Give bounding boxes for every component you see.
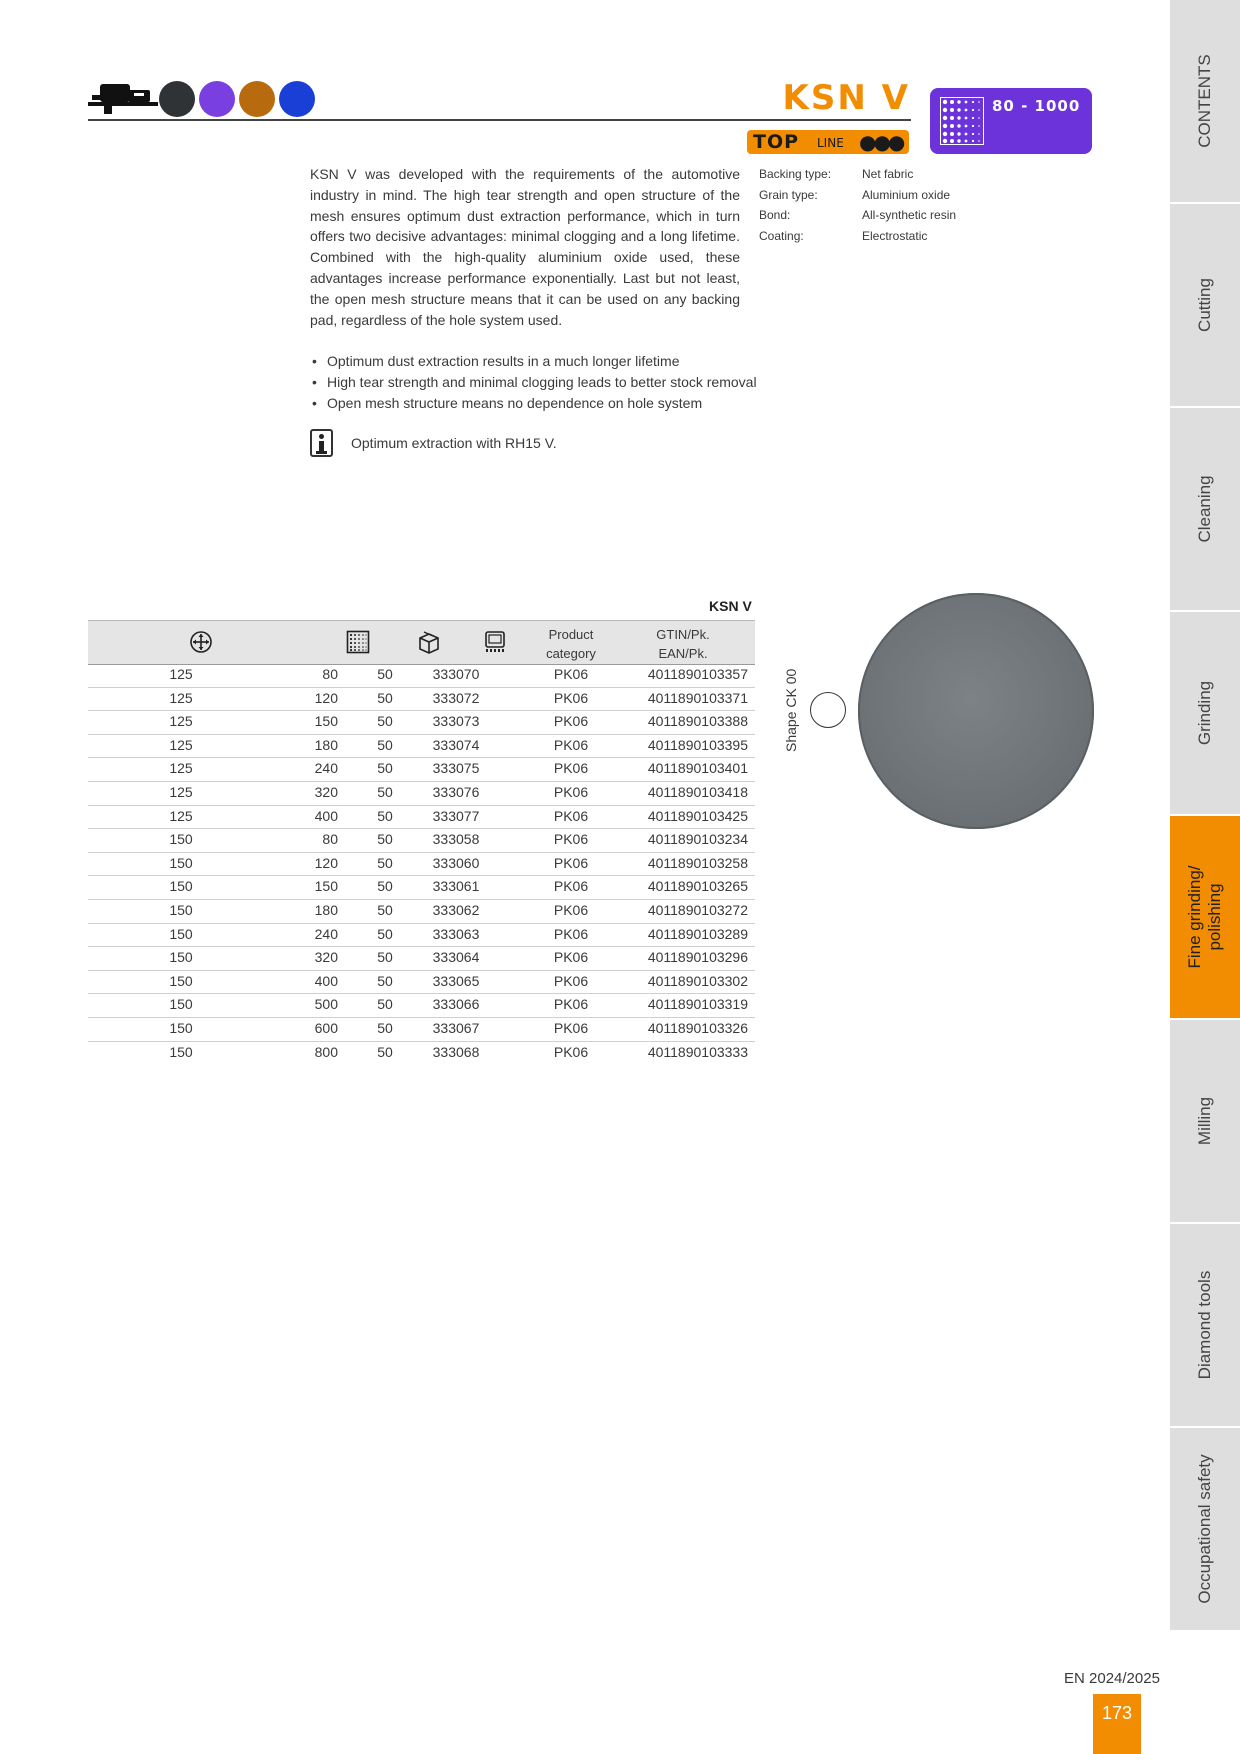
- cell-diameter: 150: [169, 901, 193, 918]
- cell-diameter: 150: [169, 831, 193, 848]
- cell-diameter: 150: [169, 878, 193, 895]
- header-divider: [88, 119, 911, 121]
- cell-gtin: 4011890103265: [647, 878, 748, 895]
- cell-pack-qty: 50: [377, 713, 393, 730]
- cell-pack-qty: 50: [377, 760, 393, 777]
- product-disc-image: [858, 593, 1094, 829]
- table-row: [88, 664, 755, 688]
- tab-cleaning[interactable]: [1170, 408, 1240, 612]
- cell-diameter: 125: [169, 736, 193, 753]
- spec-coating: [759, 229, 928, 243]
- cell-article-no: 333065: [432, 972, 480, 989]
- cell-grit: 80: [322, 831, 338, 848]
- product-title: KSN V: [782, 78, 910, 118]
- tab-label: Fine grinding/ polishing: [1185, 865, 1224, 969]
- shape-circle-icon: [810, 692, 846, 728]
- cell-diameter: 150: [169, 949, 193, 966]
- cell-pack-qty: 50: [377, 1019, 393, 1036]
- cell-grit: 320: [314, 783, 338, 800]
- cell-diameter: 150: [169, 854, 193, 871]
- cell-product-category: PK06: [553, 878, 589, 895]
- table-row: [88, 1042, 755, 1065]
- application-color-dot: [199, 81, 235, 117]
- cell-grit: 180: [314, 901, 338, 918]
- cell-gtin: 4011890103302: [647, 972, 748, 989]
- tab-label: Milling: [1195, 1096, 1214, 1146]
- cell-article-no: 333068: [432, 1043, 480, 1060]
- cell-diameter: 150: [169, 972, 193, 989]
- article-number-icon: [483, 630, 507, 654]
- cell-product-category: PK06: [553, 713, 589, 730]
- spec-bond: [759, 208, 957, 222]
- table-row: [88, 924, 755, 948]
- cell-product-category: PK06: [553, 807, 589, 824]
- cell-pack-qty: 50: [377, 1043, 393, 1060]
- cell-grit: 150: [314, 878, 338, 895]
- spec-label: Bond:: [759, 208, 791, 222]
- cell-product-category: PK06: [553, 972, 589, 989]
- tab-label: Diamond tools: [1195, 1270, 1214, 1380]
- col-gtin-ean: [618, 625, 748, 663]
- edition-label: EN 2024/2025: [1064, 1670, 1160, 1687]
- table-header: [88, 620, 755, 665]
- spec-value: Aluminium oxide: [862, 188, 951, 202]
- cell-gtin: 4011890103234: [647, 831, 748, 848]
- col-product-category: Product category: [546, 627, 596, 661]
- table-row: [88, 758, 755, 782]
- tab-cutting[interactable]: [1170, 204, 1240, 408]
- cell-pack-qty: 50: [377, 831, 393, 848]
- cell-article-no: 333074: [432, 736, 480, 753]
- cell-grit: 150: [314, 713, 338, 730]
- cell-gtin: 4011890103272: [647, 901, 748, 918]
- table-row: [88, 829, 755, 853]
- cell-gtin: 4011890103258: [647, 854, 748, 871]
- topline-dots: ●●●: [859, 130, 903, 154]
- cell-grit: 240: [314, 760, 338, 777]
- tab-grinding[interactable]: [1170, 612, 1240, 816]
- cell-gtin: 4011890103388: [647, 713, 748, 730]
- spec-label: Coating:: [759, 229, 804, 243]
- cell-product-category: PK06: [553, 854, 589, 871]
- cell-article-no: 333066: [432, 996, 480, 1013]
- cell-gtin: 4011890103425: [647, 807, 748, 824]
- cell-article-no: 333062: [432, 901, 480, 918]
- cell-grit: 120: [314, 854, 338, 871]
- cell-grit: 180: [314, 736, 338, 753]
- list-item: • Optimum dust extraction results in a much longer lifetime: [310, 351, 770, 372]
- table-row: [88, 806, 755, 830]
- info-note: Optimum extraction with RH15 V.: [351, 435, 557, 451]
- cell-product-category: PK06: [553, 760, 589, 777]
- topline-top: TOP: [753, 131, 800, 153]
- application-color-dot: [279, 81, 315, 117]
- cell-product-category: PK06: [553, 831, 589, 848]
- cell-grit: 600: [314, 1019, 338, 1036]
- cell-product-category: PK06: [553, 996, 589, 1013]
- cell-article-no: 333076: [432, 783, 480, 800]
- cell-article-no: 333058: [432, 831, 480, 848]
- cell-product-category: PK06: [553, 1043, 589, 1060]
- table-row: [88, 947, 755, 971]
- cell-gtin: 4011890103319: [647, 996, 748, 1013]
- table-body: [88, 664, 755, 1064]
- table-row: [88, 782, 755, 806]
- tab-label: Grinding: [1195, 680, 1214, 746]
- cell-pack-qty: 50: [377, 854, 393, 871]
- table-row: [88, 900, 755, 924]
- table-row: [88, 853, 755, 877]
- shape-label: Shape CK 00: [783, 668, 799, 752]
- cell-diameter: 125: [169, 666, 193, 682]
- cell-article-no: 333075: [432, 760, 480, 777]
- cell-product-category: PK06: [553, 689, 589, 706]
- topline-line: LINE: [817, 136, 844, 150]
- list-item: • High tear strength and minimal clogging leads to better stock removal: [310, 372, 770, 393]
- cell-gtin: 4011890103418: [647, 783, 748, 800]
- spec-value: Electrostatic: [862, 229, 928, 243]
- topline-badge: [747, 130, 909, 154]
- cell-gtin: 4011890103289: [647, 925, 748, 942]
- cell-article-no: 333063: [432, 925, 480, 942]
- table-row: [88, 994, 755, 1018]
- cell-pack-qty: 50: [377, 996, 393, 1013]
- cell-article-no: 333061: [432, 878, 480, 895]
- table-caption: KSN V: [709, 598, 752, 614]
- cell-article-no: 333072: [432, 689, 480, 706]
- cell-grit: 400: [314, 972, 338, 989]
- cell-article-no: 333064: [432, 949, 480, 966]
- cell-product-category: PK06: [553, 1019, 589, 1036]
- application-color-dot: [239, 81, 275, 117]
- info-icon: [310, 429, 333, 457]
- table-row: [88, 876, 755, 900]
- cell-article-no: 333073: [432, 713, 480, 730]
- list-item: • Open mesh structure means no dependence on hole system: [310, 393, 770, 414]
- cell-diameter: 125: [169, 689, 193, 706]
- cell-diameter: 150: [169, 925, 193, 942]
- cell-product-category: PK06: [553, 736, 589, 753]
- cell-gtin: 4011890103333: [647, 1043, 748, 1060]
- cell-pack-qty: 50: [377, 901, 393, 918]
- cell-grit: 320: [314, 949, 338, 966]
- diameter-icon: [189, 630, 213, 654]
- cell-gtin: 4011890103296: [647, 949, 748, 966]
- cell-diameter: 125: [169, 713, 193, 730]
- table-row: [88, 1018, 755, 1042]
- cell-pack-qty: 50: [377, 807, 393, 824]
- tab-fine-grinding-polishing[interactable]: [1170, 816, 1240, 1020]
- col-ean: EAN/Pk.: [658, 646, 708, 661]
- cell-gtin: 4011890103357: [647, 666, 748, 682]
- cell-product-category: PK06: [553, 783, 589, 800]
- cell-product-category: PK06: [553, 901, 589, 918]
- cell-pack-qty: 50: [377, 972, 393, 989]
- cell-article-no: 333070: [432, 666, 480, 682]
- tab-label: Occupational safety: [1195, 1454, 1214, 1604]
- page-number: 173: [1093, 1694, 1141, 1754]
- table-row: [88, 971, 755, 995]
- cell-product-category: PK06: [553, 925, 589, 942]
- tab-occupational-safety[interactable]: [1170, 1428, 1240, 1632]
- spec-label: Backing type:: [759, 167, 832, 181]
- feature-list: [310, 351, 770, 413]
- table-row: [88, 688, 755, 712]
- cell-product-category: PK06: [553, 949, 589, 966]
- cell-article-no: 333067: [432, 1019, 480, 1036]
- cell-pack-qty: 50: [377, 689, 393, 706]
- grit-range-label: 80 - 1000: [992, 97, 1081, 115]
- cell-product-category: PK06: [553, 666, 589, 682]
- grit-range-badge: [930, 88, 1092, 154]
- cell-diameter: 150: [169, 1019, 193, 1036]
- cell-diameter: 150: [169, 996, 193, 1013]
- cell-gtin: 4011890103395: [647, 736, 748, 753]
- cell-pack-qty: 50: [377, 925, 393, 942]
- spec-backing-type: [759, 167, 914, 181]
- cell-pack-qty: 50: [377, 666, 393, 682]
- cell-diameter: 150: [169, 1043, 193, 1060]
- tab-label: Cleaning: [1195, 475, 1214, 543]
- tab-milling[interactable]: [1170, 1020, 1240, 1224]
- cell-gtin: 4011890103326: [647, 1019, 748, 1036]
- sander-tool-icon: [88, 82, 158, 116]
- spec-grain-type: [759, 188, 951, 202]
- spec-label: Grain type:: [759, 188, 818, 202]
- cell-diameter: 125: [169, 783, 193, 800]
- cell-grit: 120: [314, 689, 338, 706]
- cell-article-no: 333060: [432, 854, 480, 871]
- cell-grit: 800: [314, 1043, 338, 1060]
- cell-grit: 500: [314, 996, 338, 1013]
- cell-diameter: 125: [169, 760, 193, 777]
- spec-value: All-synthetic resin: [862, 208, 957, 222]
- description-paragraph: KSN V was developed with the requirements of the automotive industry in mind. The high tear strength and open structure of the mesh ensures optimum dust extraction performance, which in turn offers two decisive advantages: minimal clogging and a long lifetime. Combined with the high-quality aluminium oxide used, these advantages increase performance exponentially. Last but not least, the open mesh structure means that it can be used on any backing pad, regardless of the hole system used.: [310, 166, 740, 328]
- tab-contents[interactable]: [1170, 0, 1240, 204]
- grit-icon: [346, 630, 370, 654]
- product-description: [310, 164, 740, 330]
- table-row: [88, 711, 755, 735]
- cell-pack-qty: 50: [377, 949, 393, 966]
- cell-grit: 400: [314, 807, 338, 824]
- cell-grit: 240: [314, 925, 338, 942]
- tab-label: Cutting: [1195, 278, 1214, 332]
- cell-gtin: 4011890103401: [647, 760, 748, 777]
- spec-value: Net fabric: [862, 167, 914, 181]
- cell-gtin: 4011890103371: [647, 689, 748, 706]
- cell-pack-qty: 50: [377, 783, 393, 800]
- grit-icon: [940, 97, 984, 145]
- tab-label: CONTENTS: [1195, 54, 1214, 148]
- application-color-dot: [159, 81, 195, 117]
- package-icon: [417, 630, 441, 654]
- cell-pack-qty: 50: [377, 878, 393, 895]
- cell-article-no: 333077: [432, 807, 480, 824]
- cell-grit: 80: [322, 666, 338, 682]
- cell-diameter: 125: [169, 807, 193, 824]
- col-gtin: GTIN/Pk.: [656, 627, 710, 642]
- tab-diamond-tools[interactable]: [1170, 1224, 1240, 1428]
- table-row: [88, 735, 755, 759]
- cell-pack-qty: 50: [377, 736, 393, 753]
